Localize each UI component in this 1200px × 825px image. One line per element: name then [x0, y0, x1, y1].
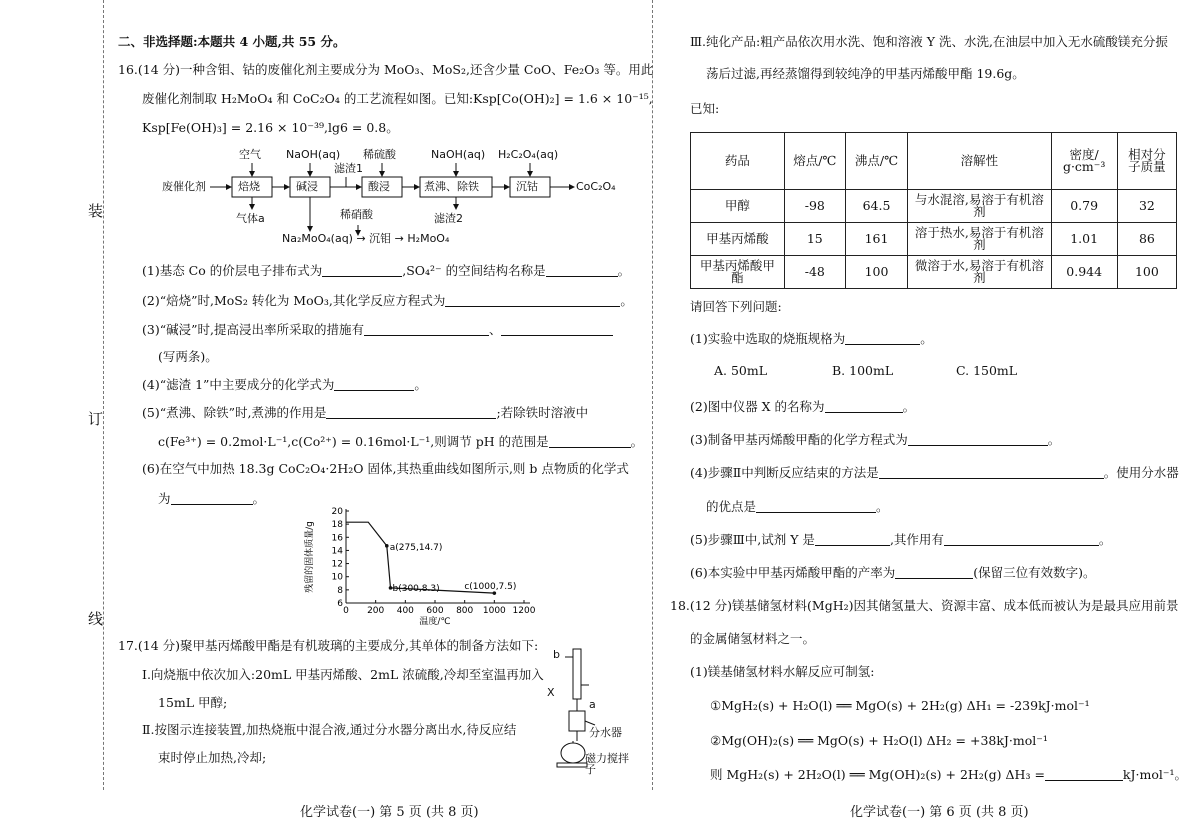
flow-input-sulfuric: 稀硫酸 [363, 148, 396, 161]
table-cell: 溶于热水,易溶于有机溶剂 [908, 223, 1051, 256]
q17-sub4: (4)步骤Ⅱ中判断反应结束的方法是 。使用分水器 [690, 465, 1179, 480]
table-cell: 15 [784, 223, 845, 256]
x-tick-label: 1000 [482, 606, 506, 616]
y-tick-label: 14 [331, 546, 343, 557]
option-c[interactable]: C. 150mL [956, 363, 1018, 378]
section-heading: 二、非选择题:本题共 4 小题,共 55 分。 [118, 34, 346, 49]
q17-sub5: (5)步骤Ⅲ中,试剂 Y 是 ,其作用有 。 [690, 532, 1112, 547]
y-tick-label: 16 [331, 533, 343, 544]
table-cell: 161 [845, 223, 907, 256]
table-header-row [691, 133, 1177, 190]
flow-step-cobalt-precip: 沉钴 [516, 180, 538, 193]
table-cell: 甲基丙烯酸甲酯 [691, 256, 785, 289]
q17-sub2: (2)图中仪器 X 的名称为 。 [690, 399, 916, 414]
answer-blank[interactable] [895, 566, 973, 579]
table-cell: 0.79 [1051, 190, 1117, 223]
table-header-cell: 熔点/℃ [784, 133, 845, 190]
y-tick-label: 6 [337, 599, 343, 609]
answer-blank[interactable] [501, 323, 613, 336]
q17-step2-cont: 束时停止加热,冷却; [158, 750, 267, 765]
q16-sub3-note: (写两条)。 [158, 349, 218, 364]
flow-step-acid-leach: 酸浸 [368, 180, 390, 193]
process-flow-diagram [118, 145, 638, 250]
answer-blank[interactable] [364, 323, 489, 336]
answer-blank[interactable] [171, 492, 253, 505]
table-header-cell: 溶解性 [908, 133, 1051, 190]
answer-blank[interactable] [879, 466, 1104, 479]
answer-blank[interactable] [815, 533, 890, 546]
table-header-cell: 药品 [691, 133, 785, 190]
answer-blank[interactable] [944, 533, 1099, 546]
apparatus-label-b: b [553, 648, 560, 661]
table-cell: 32 [1117, 190, 1176, 223]
answer-blank[interactable] [825, 400, 903, 413]
flow-input-naoh-2: NaOH(aq) [431, 148, 486, 161]
table-header-cell: 沸点/℃ [845, 133, 907, 190]
y-tick-label: 12 [331, 559, 343, 570]
table-header-cell: 密度/ g·cm⁻³ [1051, 133, 1117, 190]
flow-input-air: 空气 [239, 148, 261, 161]
answer-blank[interactable] [1045, 768, 1123, 781]
q17-step1: Ⅰ.向烧瓶中依次加入:20mL 甲基丙烯酸、2mL 浓硫酸,冷却至室温再加入 [142, 667, 544, 682]
q16-sub3: (3)“碱浸”时,提高浸出率所采取的措施有 、 [142, 323, 613, 337]
table-cell: 甲基丙烯酸 [691, 223, 785, 256]
table-row [691, 190, 1177, 223]
q17-sub4-cont: 的优点是 。 [706, 499, 889, 514]
questions-intro: 请回答下列问题: [690, 299, 782, 314]
binding-char-xian: 线 [88, 610, 104, 628]
footer-page-6: 化学试卷(一) 第 6 页 (共 8 页) [850, 805, 1029, 820]
table-row [691, 223, 1177, 256]
table-cell: 1.01 [1051, 223, 1117, 256]
binding-char-ding: 订 [88, 410, 104, 428]
x-tick-label: 800 [456, 606, 474, 616]
flow-step-boil-iron: 煮沸、除铁 [424, 180, 479, 193]
q17-sub3: (3)制备甲基丙烯酸甲酯的化学方程式为 。 [690, 432, 1061, 447]
answer-blank[interactable] [908, 433, 1048, 446]
q18-line2: 的金属储氢材料之一。 [690, 631, 816, 646]
table-cell: 与水混溶,易溶于有机溶剂 [908, 190, 1051, 223]
option-b[interactable]: B. 100mL [832, 363, 894, 378]
q16-sub5-cont: c(Fe³⁺) = 0.2mol·L⁻¹,c(Co²⁺) = 0.16mol·L⁻¹,则调节 pH 的范围是 。 [158, 434, 644, 449]
q16-sub2: (2)“焙烧”时,MoS₂ 转化为 MoO₃,其化学反应方程式为 。 [142, 293, 633, 308]
q16-sub4: (4)“滤渣 1”中主要成分的化学式为 。 [142, 377, 427, 392]
step3-line1: Ⅲ.纯化产品:粗产品依次用水洗、饱和溶液 Y 洗、水洗,在油层中加入无水硫酸镁充分振 [690, 34, 1168, 49]
q16-line1: 16.(14 分)一种含钼、钴的废催化剂主要成分为 MoO₃、MoS₂,还含少量 CoO、Fe₂O₃ 等。用此 [118, 62, 654, 77]
x-tick-label: 600 [426, 606, 444, 616]
table-cell: 0.944 [1051, 256, 1117, 289]
step3-line2: 荡后过滤,再经蒸馏得到较纯净的甲基丙烯酸甲酯 19.6g。 [706, 66, 1025, 81]
x-axis-label: 温度/℃ [419, 617, 451, 625]
answer-blank[interactable] [445, 294, 620, 307]
flow-input-naoh-1: NaOH(aq) [286, 148, 341, 161]
apparatus-diagram [533, 645, 638, 776]
apparatus-label-x: X [547, 686, 555, 699]
x-tick-label: 400 [396, 606, 414, 616]
point-label: a(275,14.7) [389, 542, 443, 553]
answer-blank[interactable] [326, 406, 496, 419]
table-row [691, 256, 1177, 289]
table-cell: 100 [845, 256, 907, 289]
point-label: b(300,8.3) [392, 583, 440, 594]
answer-blank[interactable] [549, 435, 631, 448]
apparatus-label-separator: 分水器 [589, 726, 622, 739]
x-tick-label: 200 [367, 606, 385, 616]
table-cell: 100 [1117, 256, 1176, 289]
table-cell: 甲醇 [691, 190, 785, 223]
answer-blank[interactable] [546, 264, 618, 277]
answer-blank[interactable] [322, 264, 402, 277]
answer-blank[interactable] [334, 378, 414, 391]
y-tick-label: 18 [331, 520, 343, 531]
y-tick-label: 8 [337, 585, 343, 596]
reaction-2: ②Mg(OH)₂(s) ══ MgO(s) + H₂O(l) ΔH₂ = +38kJ·mol⁻¹ [710, 733, 1048, 748]
q16-sub1: (1)基态 Co 的价层电子排布式为 ,SO₄²⁻ 的空间结构名称是 。 [142, 263, 631, 278]
apparatus-label-a: a [589, 698, 596, 711]
flow-molybdenum-route: Na₂MoO₄(aq) → 沉钼 → H₂MoO₄ [282, 232, 450, 245]
flow-nitric-acid: 稀硝酸 [340, 208, 373, 221]
reaction-1: ①MgH₂(s) + H₂O(l) ══ MgO(s) + 2H₂(g) ΔH₁ = -239kJ·mol⁻¹ [710, 698, 1090, 713]
y-tick-label: 10 [331, 572, 343, 583]
footer-page-5: 化学试卷(一) 第 5 页 (共 8 页) [300, 805, 479, 820]
x-tick-label: 1200 [512, 606, 536, 616]
page-divider [652, 0, 653, 790]
properties-table [690, 132, 1177, 289]
q17-line1: 17.(14 分)聚甲基丙烯酸甲酯是有机玻璃的主要成分,其单体的制备方法如下: [118, 638, 539, 653]
q16-sub5: (5)“煮沸、除铁”时,煮沸的作用是 ;若除铁时溶液中 [142, 405, 589, 420]
table-header-cell: 相对分 子质量 [1117, 133, 1176, 190]
answer-blank[interactable] [756, 500, 876, 513]
q16-sub6: (6)在空气中加热 18.3g CoC₂O₄·2H₂O 固体,其热重曲线如图所示,则 b 点物质的化学式 [142, 461, 629, 476]
flow-step-alkali-leach: 碱浸 [296, 180, 318, 193]
q16-line3: Ksp[Fe(OH)₃] = 2.16 × 10⁻³⁹,lg6 = 0.8。 [142, 120, 399, 135]
q17-step2: Ⅱ.按图示连接装置,加热烧瓶中混合液,通过分水器分离出水,待反应结 [142, 722, 517, 737]
flow-residue-1: 滤渣1 [334, 162, 363, 175]
y-axis-label: 残留的固体质量/g [305, 521, 315, 593]
q18-sub1: (1)镁基储氢材料水解反应可制氢: [690, 664, 875, 679]
thermogravimetric-chart [300, 505, 550, 625]
table-cell: -48 [784, 256, 845, 289]
q17-sub6: (6)本实验中甲基丙烯酸甲酯的产率为 (保留三位有效数字)。 [690, 565, 1096, 580]
table-cell: 64.5 [845, 190, 907, 223]
option-a[interactable]: A. 50mL [714, 363, 768, 378]
flow-start-catalyst: 废催化剂 [162, 180, 206, 193]
q16-sub6-cont: 为 。 [158, 491, 266, 506]
q17-step1-cont: 15mL 甲醇; [158, 695, 228, 710]
flow-end-product: CoC₂O₄ [576, 180, 616, 193]
q16-line2: 废催化剂制取 H₂MoO₄ 和 CoC₂O₄ 的工艺流程如图。已知:Ksp[Co(OH)₂] = 1.6 × 10⁻¹⁵, [142, 91, 653, 106]
x-tick-label: 0 [343, 606, 349, 616]
data-point [385, 544, 389, 548]
flow-step-roast: 焙烧 [238, 180, 260, 193]
flow-gas-a: 气体a [236, 212, 265, 225]
binding-dashed-line [103, 0, 104, 790]
binding-char-zhuang: 装 [88, 202, 104, 220]
reaction-3: 则 MgH₂(s) + 2H₂O(l) ══ Mg(OH)₂(s) + 2H₂(g) ΔH₃ = kJ·mol⁻¹。 [710, 767, 1187, 782]
y-tick-label: 20 [331, 507, 343, 517]
table-cell: 86 [1117, 223, 1176, 256]
known-label: 已知: [690, 101, 720, 116]
apparatus-label-stirrer: 磁力搅拌子 [585, 752, 629, 776]
flow-residue-2: 滤渣2 [434, 212, 463, 225]
q18-line1: 18.(12 分)镁基储氢材料(MgH₂)因其储氢量大、资源丰富、成本低而被认为是最具应用前景 [670, 598, 1179, 613]
table-cell: 微溶于水,易溶于有机溶剂 [908, 256, 1051, 289]
q17-sub1: (1)实验中选取的烧瓶规格为 。 [690, 331, 933, 346]
point-label: c(1000,7.5) [464, 582, 517, 593]
answer-blank[interactable] [845, 332, 920, 345]
table-cell: -98 [784, 190, 845, 223]
flow-input-oxalic: H₂C₂O₄(aq) [498, 148, 559, 161]
